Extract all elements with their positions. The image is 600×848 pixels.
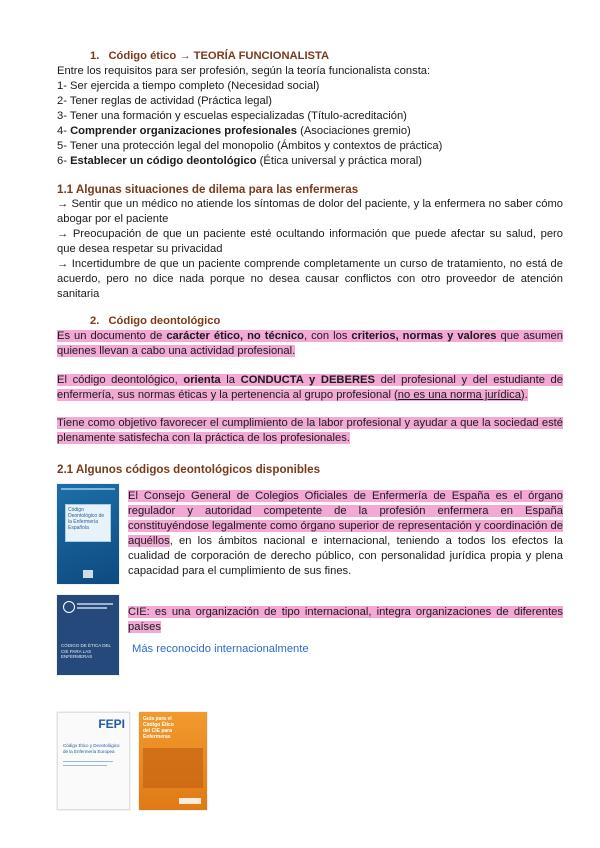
section1-title: Código ético bbox=[108, 50, 177, 62]
list-item: 3- Tener una formación y escuelas especializadas (Título-acreditación) bbox=[57, 110, 407, 122]
book1-title: Código Deontológico de la Enfermería Española bbox=[65, 504, 111, 542]
book4-title: Guía para el Código Ético del CIE para Enfermeras bbox=[143, 716, 174, 740]
cie-note: Más reconocido internacionalmente bbox=[132, 643, 309, 655]
section1-subtitle: TEORÍA FUNCIONALISTA bbox=[193, 50, 330, 62]
dilemma-paragraph: → Sentir que un médico no atiende los síntomas de dolor del paciente, y la enfermera no saber cómo abogar por el paciente bbox=[57, 198, 563, 225]
section11-title: 1.1 Algunas situaciones de dilema para las enfermeras bbox=[57, 183, 359, 196]
publisher-logo bbox=[179, 798, 201, 804]
section1-intro: Entre los requisitos para ser profesión, según la teoría funcionalista consta: bbox=[57, 65, 431, 77]
list-item: 4- Comprender organizaciones profesionales (Asociaciones gremio) bbox=[57, 125, 411, 137]
section1-number: 1. bbox=[90, 50, 100, 62]
consejo-paragraph: El Consejo General de Colegios Oficiales de Enfermería de España es el órgano regulador y autoridad competente de la profesión enfermera en España constituyéndose legalmente como órgano superior de representación y coordinación de aquéllos, en los ámbitos nacional e internacional, teniendo a todos los efectos la cualidad de corporación de derecho público, con personalidad jurídica propia y plena capacidad para el cumplimiento de sus fines. bbox=[128, 490, 563, 577]
dilemma-paragraph: → Incertidumbre de que un paciente comprende completamente un curso de tratamiento, no está de acuerdo, pero no dice nada porque no desea causar conflictos con otro proveedor de atención sanitaria bbox=[57, 258, 563, 300]
definition-paragraph: Es un documento de carácter ético, no técnico, con los criterios, normas y valores que asumen quienes llevan a cabo una actividad profesional. bbox=[57, 330, 563, 357]
book3-title: Código Ético y Deontológico de la Enfermería Europea bbox=[63, 743, 120, 754]
fepi-logo: FEPI bbox=[98, 717, 125, 731]
arrow-icon: → bbox=[179, 50, 191, 62]
list-item: 1- Ser ejercida a tiempo completo (Necesidad social) bbox=[57, 80, 320, 92]
objective-paragraph: Tiene como objetivo favorecer el cumplimiento de la labor profesional y ayudar a que la sociedad esté plenamente satisfecha con la práctica de los profesionales. bbox=[57, 417, 563, 444]
book-cover-cie bbox=[57, 595, 119, 675]
section21-title: 2.1 Algunos códigos deontológicos disponibles bbox=[57, 463, 321, 476]
list-item: 2- Tener reglas de actividad (Práctica legal) bbox=[57, 95, 272, 107]
section2-title: Código deontológico bbox=[108, 315, 221, 327]
book2-title: CÓDIGO DE ÉTICA DEL CIE PARA LAS ENFERMERAS bbox=[61, 643, 111, 659]
book-cover-consejo bbox=[57, 484, 119, 584]
section2-heading bbox=[90, 314, 220, 329]
cie-paragraph: CIE: es una organización de tipo internacional, integra organizaciones de diferentes países bbox=[128, 606, 563, 633]
book-cover-fepi bbox=[57, 712, 130, 810]
section2-number: 2. bbox=[90, 315, 100, 327]
orienta-paragraph: El código deontológico, orienta la CONDUCTA y DEBERES del profesional y del estudiante de enfermería, sus normas éticas y la pertenencia al grupo profesional (no es una norma jurídica). bbox=[57, 374, 563, 401]
section1-heading bbox=[90, 49, 329, 64]
dilemma-paragraph: → Preocupación de que un paciente esté ocultando información que puede afectar su salud, pero que desea respetar su privacidad bbox=[57, 228, 563, 255]
list-item: 5- Tener una protección legal del monopolio (Ámbitos y contextos de práctica) bbox=[57, 140, 443, 152]
book-cover-guia bbox=[139, 712, 207, 810]
list-item: 6- Establecer un código deontológico (Ética universal y práctica moral) bbox=[57, 155, 422, 167]
globe-icon bbox=[63, 601, 75, 613]
